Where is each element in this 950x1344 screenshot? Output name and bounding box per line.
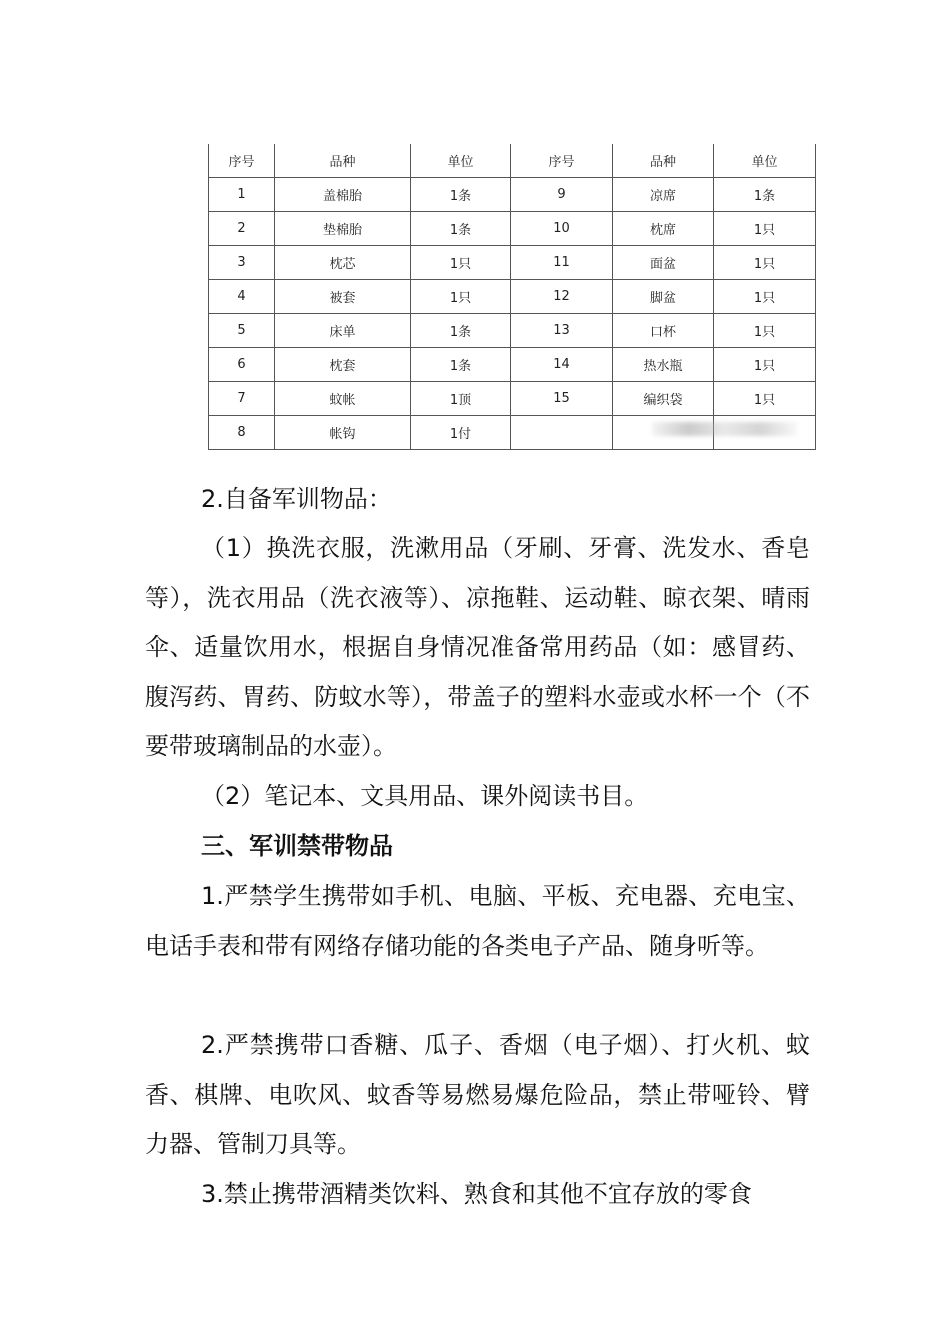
supplies-table (208, 144, 816, 450)
paragraph-electronics-ban: 1.严禁学生携带如手机、电脑、平板、充电器、充电宝、电话手表和带有网络存储功能的各类电子产品、随身听等。 (145, 882, 810, 960)
table-cell: 14 (511, 348, 613, 382)
table-row (209, 178, 816, 212)
table-row (209, 314, 816, 348)
table-cell: 垫棉胎 (275, 212, 411, 246)
table-cell: 1只 (714, 382, 816, 416)
table-cell: 7 (209, 382, 275, 416)
table-row (209, 246, 816, 280)
table-cell: 4 (209, 280, 275, 314)
header-cell: 品种 (275, 144, 411, 178)
table-cell: 盖棉胎 (275, 178, 411, 212)
table-row (209, 348, 816, 382)
table-cell: 蚊帐 (275, 382, 411, 416)
table-cell: 1只 (714, 246, 816, 280)
table-cell: 枕套 (275, 348, 411, 382)
table-cell: 1只 (714, 314, 816, 348)
table-cell: 1只 (714, 212, 816, 246)
paragraph-food-ban: 3.禁止携带酒精类饮料、熟食和其他不宜存放的零食 (201, 1180, 752, 1208)
table-cell: 床单 (275, 314, 411, 348)
table-cell: 5 (209, 314, 275, 348)
paragraph-hazard-ban: 2.严禁携带口香糖、瓜子、香烟（电子烟）、打火机、蚊香、棋牌、电吹风、蚊香等易燃易爆危险品，禁止带哑铃、臂力器、管制刀具等。 (145, 1031, 810, 1158)
table-cell: 1只 (714, 280, 816, 314)
table-cell: 1只 (411, 246, 511, 280)
table-row (209, 382, 816, 416)
table-cell: 1付 (411, 416, 511, 450)
table-header-row (209, 144, 816, 178)
table-row (209, 280, 816, 314)
table-cell: 1条 (411, 314, 511, 348)
table-cell: 1顶 (411, 382, 511, 416)
table-cell: 13 (511, 314, 613, 348)
table-cell: 1只 (411, 280, 511, 314)
blurred-watermark (652, 422, 797, 436)
section-heading-prohibited: 三、军训禁带物品 (201, 832, 393, 860)
header-cell: 单位 (714, 144, 816, 178)
table-cell: 12 (511, 280, 613, 314)
table-cell: 帐钩 (275, 416, 411, 450)
table-cell: 脚盆 (613, 280, 714, 314)
table-cell: 凉席 (613, 178, 714, 212)
table-cell: 15 (511, 382, 613, 416)
table-cell: 编织袋 (613, 382, 714, 416)
table-cell: 1条 (411, 348, 511, 382)
header-cell: 单位 (411, 144, 511, 178)
table-cell: 被套 (275, 280, 411, 314)
table-cell: 11 (511, 246, 613, 280)
table-cell: 2 (209, 212, 275, 246)
table-cell: 1条 (411, 178, 511, 212)
table-cell (511, 416, 613, 450)
table-cell: 热水瓶 (613, 348, 714, 382)
table-cell: 8 (209, 416, 275, 450)
table-row (209, 212, 816, 246)
table-cell: 9 (511, 178, 613, 212)
table-cell: 口杯 (613, 314, 714, 348)
table-cell: 1条 (714, 178, 816, 212)
header-cell: 序号 (511, 144, 613, 178)
paragraph-stationery: （2）笔记本、文具用品、课外阅读书目。 (201, 782, 649, 810)
paragraph-self-prepared-items: 2.自备军训物品： (201, 485, 392, 513)
table-cell: 3 (209, 246, 275, 280)
paragraph-clothing-list: （1）换洗衣服，洗漱用品（牙刷、牙膏、洗发水、香皂等），洗衣用品（洗衣液等）、凉拖鞋、运动鞋、晾衣架、晴雨伞、适量饮用水，根据自身情况准备常用药品（如：感冒药、腹泻药、胃药、防蚊水等），带盖子的塑料水壶或水杯一个（不要带玻璃制品的水壶）。 (145, 534, 810, 760)
header-cell: 品种 (613, 144, 714, 178)
header-cell: 序号 (209, 144, 275, 178)
table-cell: 6 (209, 348, 275, 382)
table-cell: 面盆 (613, 246, 714, 280)
table-cell: 枕芯 (275, 246, 411, 280)
table-cell: 1只 (714, 348, 816, 382)
table-cell: 10 (511, 212, 613, 246)
table-cell: 枕席 (613, 212, 714, 246)
table-cell: 1条 (411, 212, 511, 246)
table-cell: 1 (209, 178, 275, 212)
